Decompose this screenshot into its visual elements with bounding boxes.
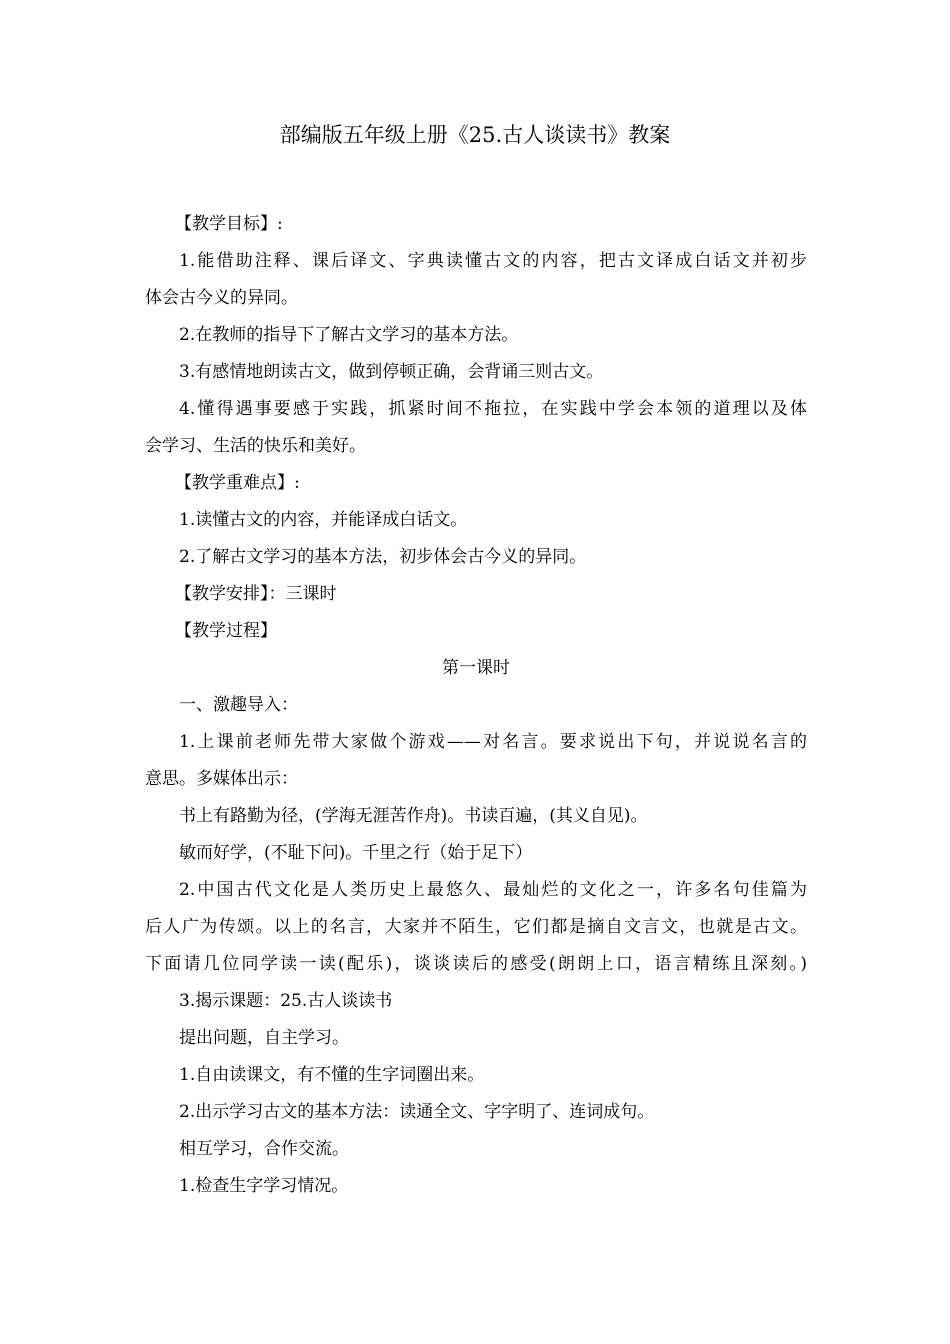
paragraph-line: 1.上课前老师先带大家做个游戏——对名言。要求说出下句，并说说名言的 bbox=[179, 732, 807, 752]
paragraph-line: 意思。多媒体出示： bbox=[145, 769, 298, 789]
section-heading-process: 【教学过程】 bbox=[175, 621, 277, 641]
paragraph-line: 3.有感情地朗读古文，做到停顿正确，会背诵三则古文。 bbox=[179, 362, 604, 382]
document-body bbox=[145, 206, 807, 1205]
section-heading-schedule: 【教学安排】：三课时 bbox=[175, 584, 337, 604]
paragraph-line: 后人广为传颂。以上的名言，大家并不陌生，它们都是摘自文言文，也就是古文。 bbox=[145, 917, 807, 937]
paragraph-line: 2.出示学习古文的基本方法：读通全文、字字明了、连词成句。 bbox=[179, 1102, 655, 1122]
lesson-heading: 第一课时 bbox=[442, 658, 510, 678]
paragraph-line: 书上有路勤为径，(学海无涯苦作舟)。书读百遍，(其义自见)。 bbox=[179, 806, 648, 826]
paragraph-line: 敏而好学，(不耻下问)。千里之行（始于足下） bbox=[179, 843, 533, 863]
paragraph-line: 会学习、生活的快乐和美好。 bbox=[145, 436, 366, 456]
paragraph-line: 4.懂得遇事要感于实践，抓紧时间不拖拉，在实践中学会本领的道理以及体 bbox=[179, 399, 807, 419]
section-heading-key-points: 【教学重难点】: bbox=[175, 473, 300, 493]
paragraph-line: 提出问题，自主学习。 bbox=[179, 1028, 349, 1048]
paragraph-line: 2.中国古代文化是人类历史上最悠久、最灿烂的文化之一，许多名句佳篇为 bbox=[179, 880, 807, 900]
paragraph-line: 1.读懂古文的内容，并能译成白话文。 bbox=[179, 510, 468, 530]
paragraph-line: 相互学习，合作交流。 bbox=[179, 1139, 349, 1159]
document-title: 部编版五年级上册《25.古人谈读书》教案 bbox=[279, 123, 671, 147]
paragraph-line: 1.能借助注释、课后译文、字典读懂古文的内容，把古文译成白话文并初步 bbox=[179, 251, 807, 271]
section-heading-objectives: 【教学目标】: bbox=[175, 214, 283, 234]
paragraph-line: 1.自由读课文，有不懂的生字词圈出来。 bbox=[179, 1065, 485, 1085]
paragraph-line: 体会古今义的异同。 bbox=[145, 288, 298, 308]
paragraph-line: 2.在教师的指导下了解古文学习的基本方法。 bbox=[179, 325, 519, 345]
subsection-heading: 一、激趣导入： bbox=[179, 695, 298, 715]
paragraph-line: 3.揭示课题：25.古人谈读书 bbox=[179, 991, 393, 1011]
paragraph-line: 1.检查生字学习情况。 bbox=[179, 1176, 349, 1196]
paragraph-line: 2.了解古文学习的基本方法，初步体会古今义的异同。 bbox=[179, 547, 587, 567]
paragraph-line: 下面请几位同学读一读(配乐)，谈谈读后的感受(朗朗上口，语言精练且深刻。) bbox=[145, 954, 807, 974]
